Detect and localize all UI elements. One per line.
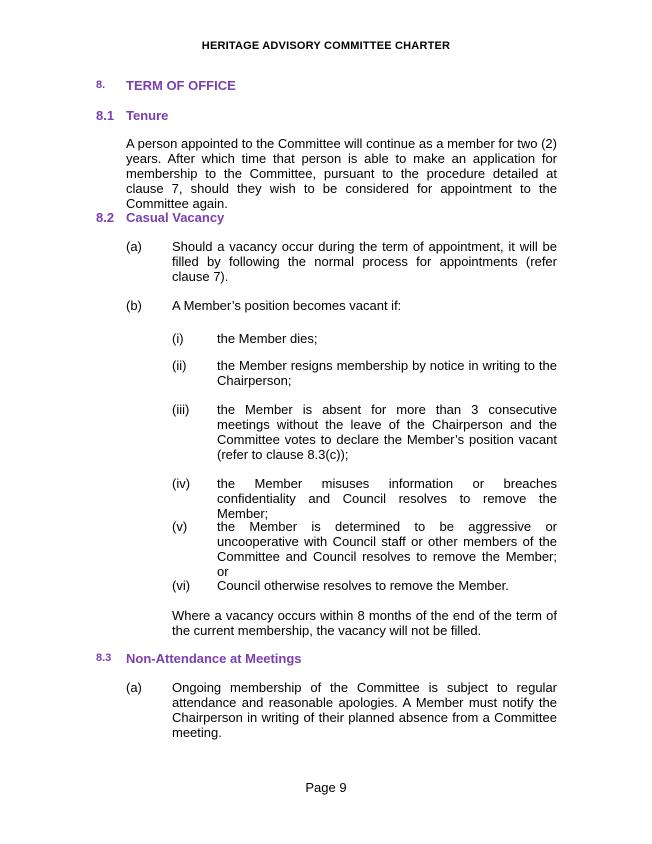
subclause-text: the Member is absent for more than 3 consecutive meetings without the leave of the Chairperson and the Committee votes to declare the Member’s position vacant (refer to clause 8.3(c)); (217, 402, 557, 462)
subclause-text: Council otherwise resolves to remove the Member. (217, 578, 509, 593)
clause-text: A Member’s position becomes vacant if: (172, 298, 402, 313)
section-title: TERM OF OFFICE (126, 78, 236, 93)
subclause-label: (ii) (172, 358, 187, 373)
tenure-paragraph: A person appointed to the Committee will continue as a member for two (2) years. After which time that person is able to make an application for membership to the Committee, pursuant to the procedure detailed at clause 7, should they wish to be considered for appointment to the Committee again. (126, 136, 557, 211)
subsection-number: 8.1 (96, 108, 115, 123)
subsection-number: 8.3 (96, 652, 112, 664)
subsection-title: Casual Vacancy (126, 210, 225, 225)
clause-label: (a) (126, 239, 142, 254)
subclause-label: (iv) (172, 476, 191, 491)
subclause-text: the Member dies; (217, 331, 318, 346)
subclause-text: the Member is determined to be aggressive or uncooperative with Council staff or other members of the Committee and Council resolves to remove the Member; or (217, 519, 557, 579)
subsection-title: Non-Attendance at Meetings (126, 651, 302, 666)
subsection-number: 8.2 (96, 210, 115, 225)
subclause-label: (iii) (172, 402, 190, 417)
subclause-label: (i) (172, 331, 184, 346)
subclause-label: (vi) (172, 578, 191, 593)
subsection-title: Tenure (126, 108, 169, 123)
subclause-label: (v) (172, 519, 188, 534)
clause-text: Should a vacancy occur during the term of appointment, it will be filled by following the normal process for appointments (refer clause 7). (172, 239, 557, 284)
subclause-text: the Member misuses information or breaches confidentiality and Council resolves to remove the Member; (217, 476, 557, 521)
clause-label: (a) (126, 680, 142, 695)
clause-text: Ongoing membership of the Committee is subject to regular attendance and reasonable apologies. A Member must notify the Chairperson in writing of their planned absence from a Committee meeting. (172, 680, 557, 740)
clause-label: (b) (126, 298, 142, 313)
page-number: Page 9 (305, 780, 347, 795)
subclause-text: the Member resigns membership by notice in writing to the Chairperson; (217, 358, 557, 388)
document-header: HERITAGE ADVISORY COMMITTEE CHARTER (201, 40, 451, 52)
vacancy-closing-paragraph: Where a vacancy occurs within 8 months of the end of the term of the current membership, the vacancy will not be filled. (172, 608, 557, 638)
section-number: 8. (96, 79, 106, 91)
